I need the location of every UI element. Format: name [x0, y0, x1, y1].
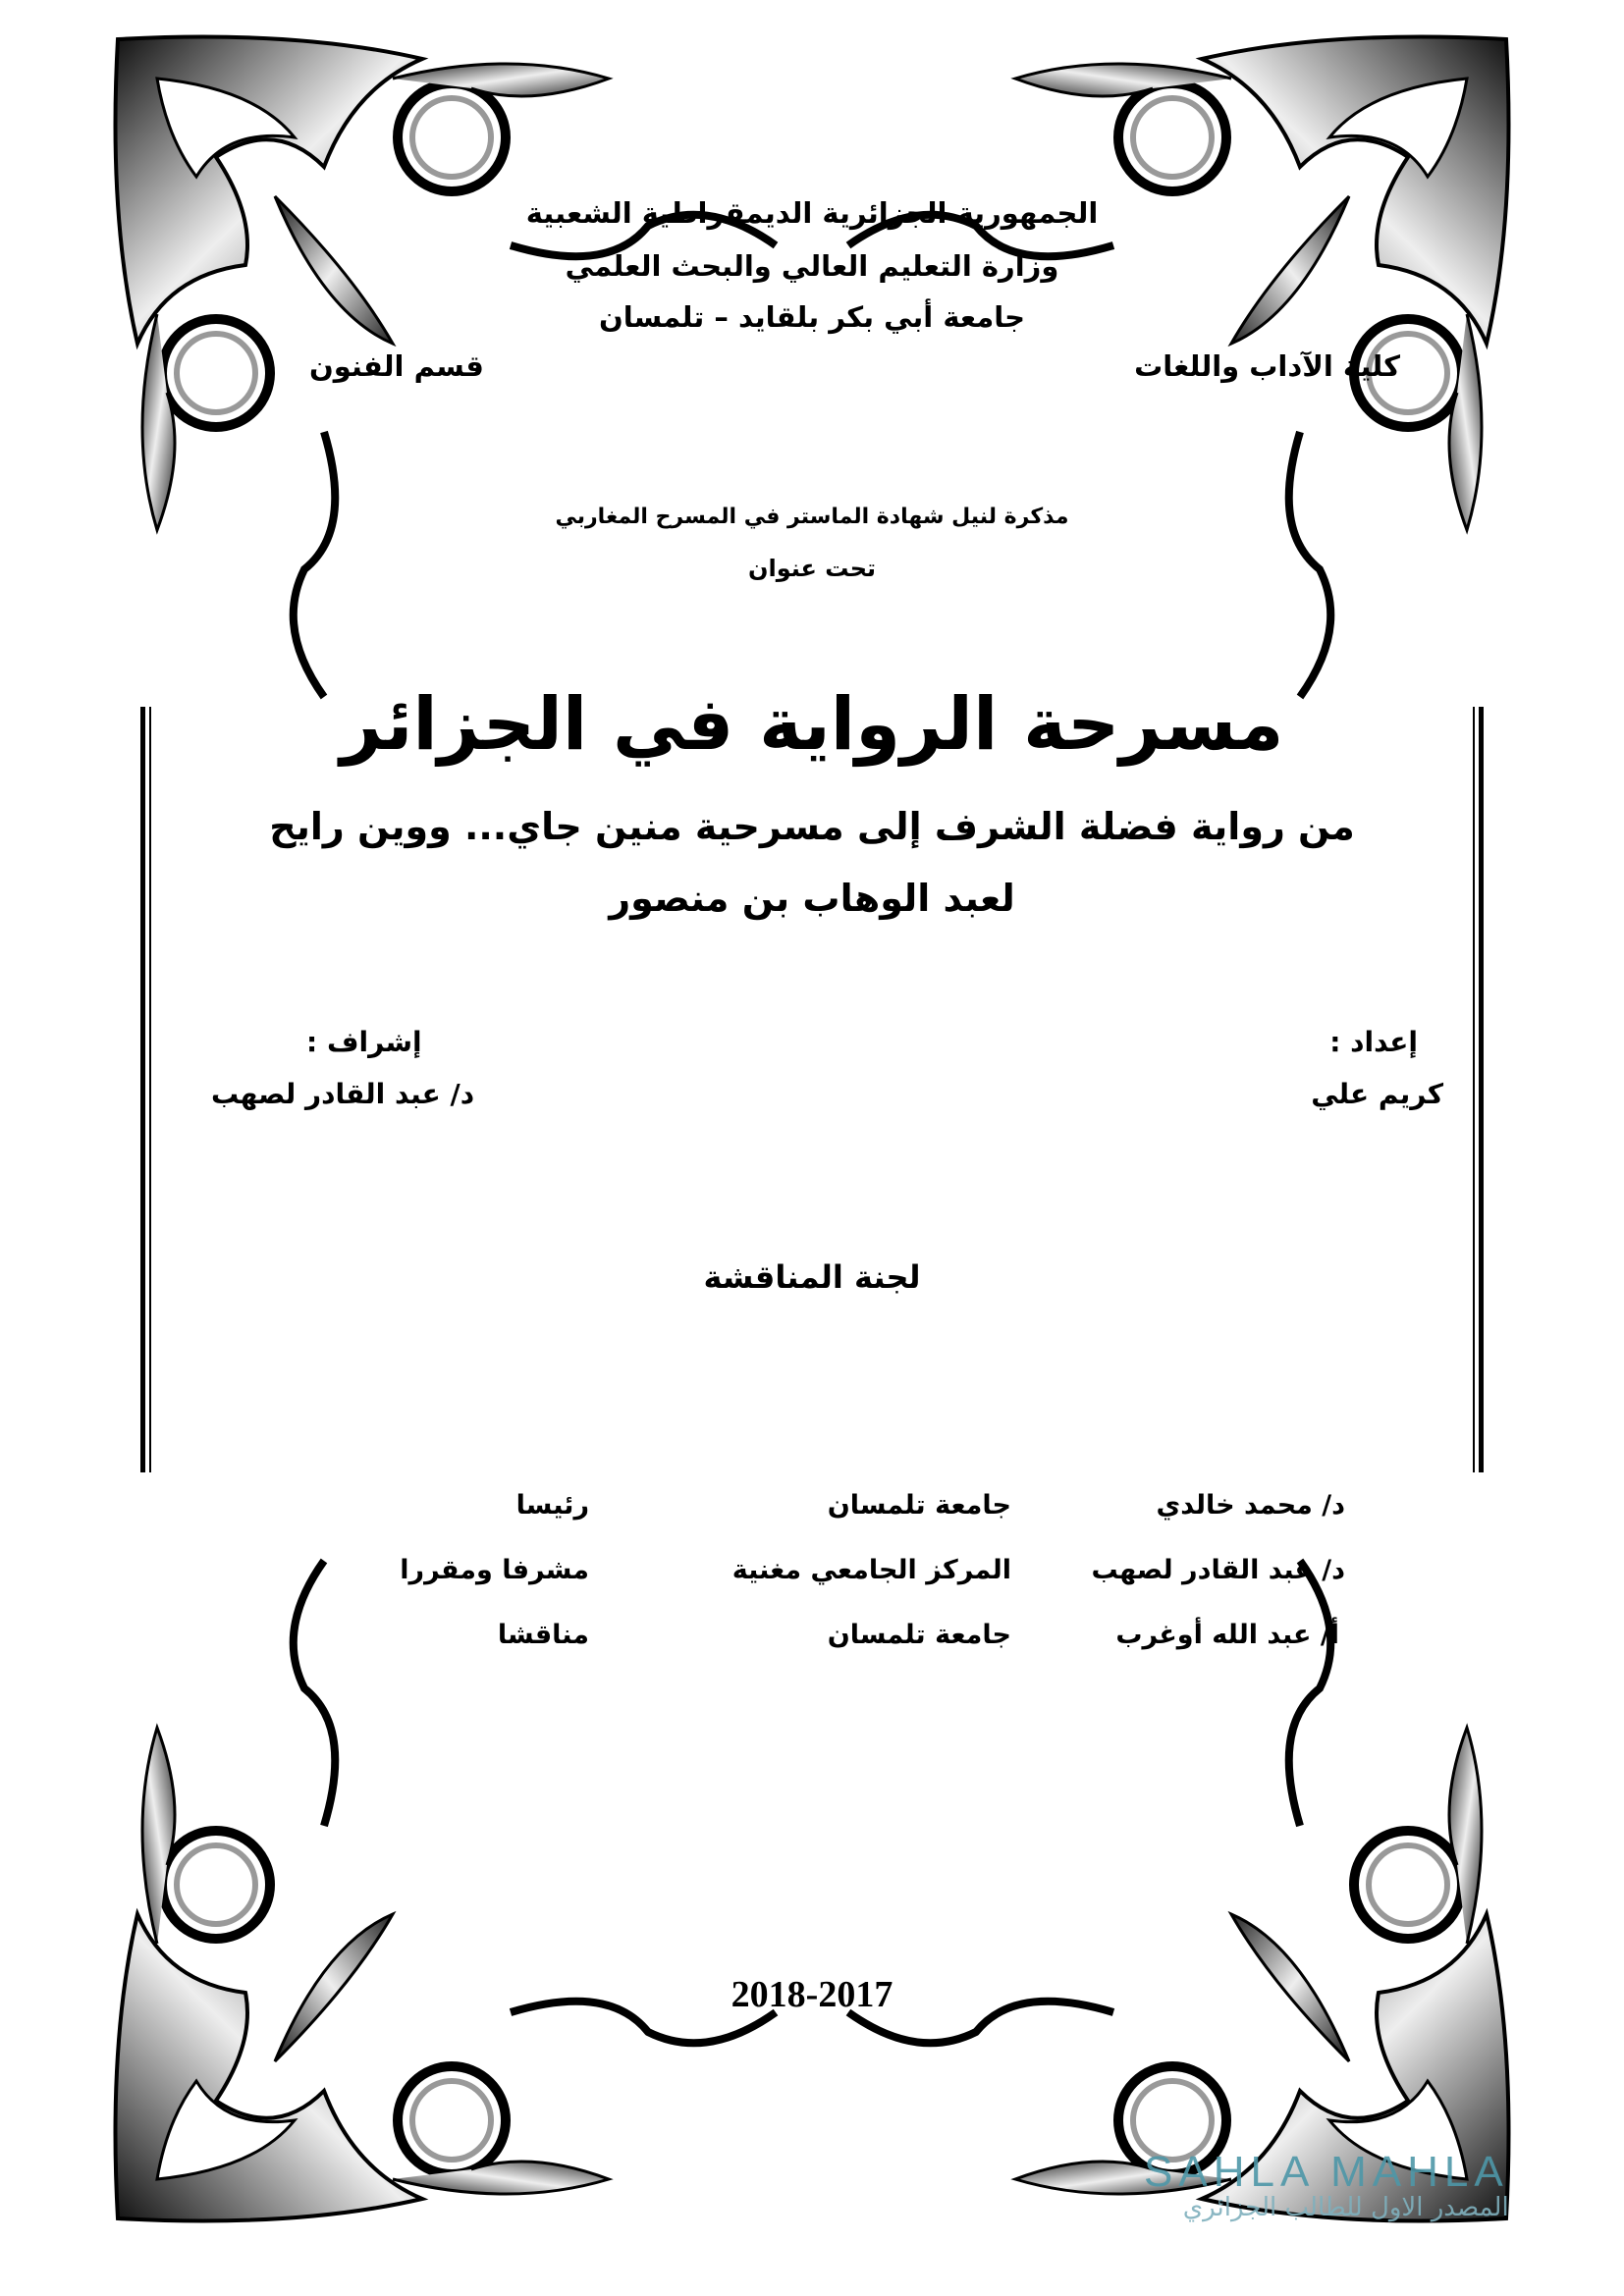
academic-year: 2018-2017	[731, 1974, 893, 2015]
supervision-label: إشراف :	[306, 1026, 422, 1058]
member-institution: المركز الجامعي مغنية	[731, 1555, 1011, 1585]
thesis-author-line: لعبد الوهاب بن منصور	[609, 877, 1015, 920]
supervisor-name: د/ عبد القادر لصهب	[211, 1078, 475, 1110]
committee-title: لجنة المناقشة	[703, 1258, 921, 1296]
watermark-brand: SAHLA MAHLA	[1144, 2148, 1509, 2196]
member-role: مشرفا ومقررا	[400, 1555, 589, 1585]
member-name: د/ عبد القادر لصهب	[1091, 1555, 1345, 1585]
thesis-title: مسرحة الرواية في الجزائر	[340, 682, 1284, 767]
watermark	[1144, 2148, 1509, 2222]
member-name: د/ محمد خالدي	[1156, 1490, 1345, 1521]
member-role: رئيسا	[515, 1490, 589, 1521]
member-name: أ/ عبد الله أوغرب	[1115, 1620, 1339, 1650]
under-title-label: تحت عنوان	[747, 555, 877, 582]
member-institution: جامعة تلمسان	[827, 1620, 1011, 1650]
member-institution: جامعة تلمسان	[827, 1490, 1011, 1521]
student-name: كريم علي	[1311, 1078, 1443, 1110]
member-role: مناقشا	[497, 1620, 589, 1650]
watermark-tagline: المصدر الاول للطالب الجزائري	[1182, 2193, 1509, 2222]
republic-name: الجمهورية الجزائرية الديمقراطية الشعبية	[525, 196, 1099, 230]
thesis-subtitle: من رواية فضلة الشرف إلى مسرحية منين جاي... ووين رايح	[269, 805, 1355, 848]
faculty-name: كلية الآداب واللغات	[1134, 349, 1400, 383]
prepared-label: إعداد :	[1329, 1026, 1418, 1058]
memo-purpose: مذكرة لنيل شهادة الماستر في المسرح المغاربي	[555, 505, 1069, 529]
department-name: قسم الفنون	[309, 349, 484, 383]
ministry-name: وزارة التعليم العالي والبحث العلمي	[565, 249, 1059, 283]
university-name: جامعة أبي بكر بلقايد – تلمسان	[598, 300, 1026, 334]
